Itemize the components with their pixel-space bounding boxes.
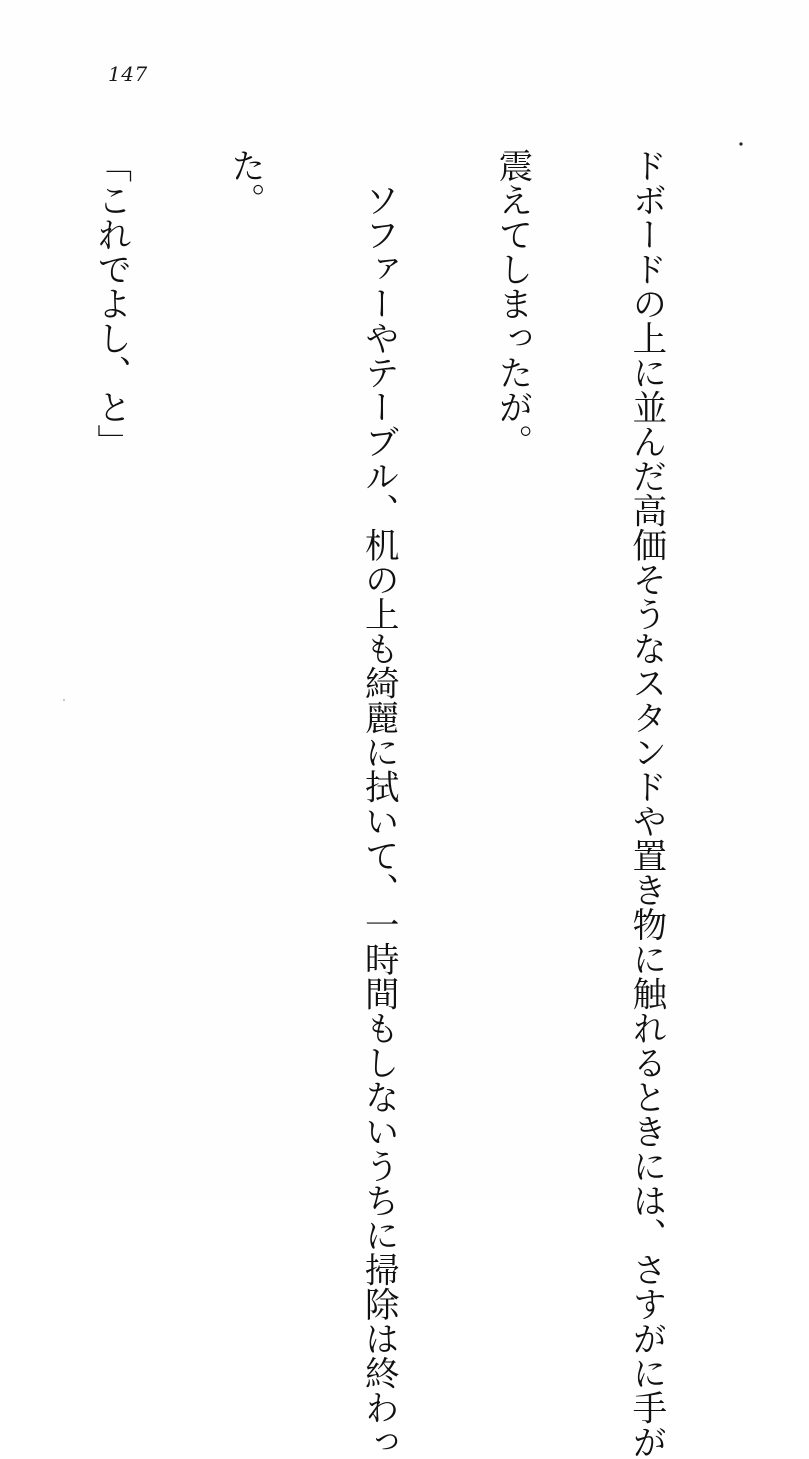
page-number: 147 — [108, 62, 148, 86]
text-line: 震えてしまったが。 — [492, 148, 533, 459]
vertical-text-body — [0, 148, 757, 1459]
text-line: ソファーやテーブル、机の上も綺麗に拭いて、一時間もしないうちに掃除は終わっ — [358, 148, 399, 1459]
text-line: た。 — [224, 148, 265, 217]
text-line: ドボードの上に並んだ高価そうなスタンドや置き物に触れるときには、さすがに手が — [625, 148, 666, 1459]
text-line: 「これでよし、と」 — [90, 148, 131, 459]
